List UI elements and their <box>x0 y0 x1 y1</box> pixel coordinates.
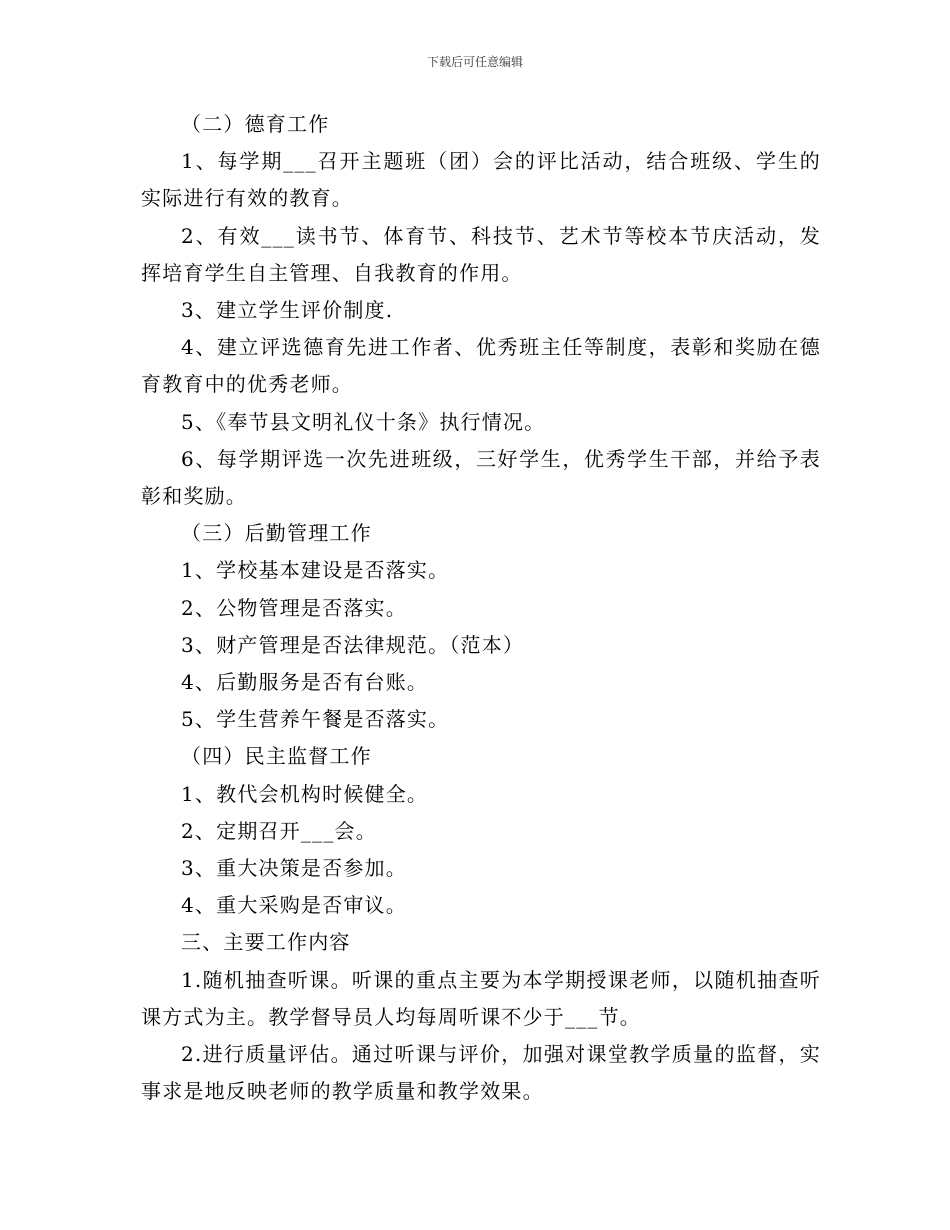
section-heading-main-work: 三、主要工作内容 <box>181 930 351 955</box>
paragraph: 5、《奉节县文明礼仪十条》执行情况。 <box>181 409 546 434</box>
document-body <box>141 106 821 1110</box>
paragraph: 4、后勤服务是否有台账。 <box>181 670 429 695</box>
section-heading-democratic-supervision: （四）民主监督工作 <box>181 744 372 769</box>
page-header: 下载后可任意编辑 <box>426 55 523 69</box>
paragraph: 2、定期召开___会。 <box>181 818 377 843</box>
paragraph: 4、建立评选德育先进工作者、优秀班主任等制度，表彰和奖励在德育教育中的优秀老师。 <box>141 335 821 397</box>
paragraph: 3、建立学生评价制度. <box>181 298 394 323</box>
section-heading-moral-education: （二）德育工作 <box>181 112 330 136</box>
paragraph: 1、每学期___召开主题班（团）会的评比活动，结合班级、学生的实际进行有效的教育。 <box>141 149 821 211</box>
paragraph: 3、重大决策是否参加。 <box>181 856 407 881</box>
paragraph: 2、有效___读书节、体育节、科技节、艺术节等校本节庆活动，发挥培育学生自主管理、自我教育的作用。 <box>141 223 821 285</box>
paragraph: 3、财产管理是否法律规范。（范本） <box>181 632 525 657</box>
paragraph: 1.随机抽查听课。听课的重点主要为本学期授课老师，以随机抽查听课方式为主。教学督导员人均每周听课不少于___节。 <box>141 967 821 1029</box>
paragraph: 1、学校基本建设是否落实。 <box>181 558 450 583</box>
paragraph: 5、学生营养午餐是否落实。 <box>181 707 450 732</box>
paragraph: 4、重大采购是否审议。 <box>181 893 407 918</box>
section-heading-logistics: （三）后勤管理工作 <box>181 521 372 546</box>
paragraph: 6、每学期评选一次先进班级，三好学生，优秀学生干部，并给予表彰和奖励。 <box>141 446 821 509</box>
paragraph: 2、公物管理是否落实。 <box>181 595 407 620</box>
paragraph: 1、教代会机构时候健全。 <box>181 781 429 806</box>
paragraph: 2.进行质量评估。通过听课与评价，加强对课堂教学质量的监督，实事求是地反映老师的教学质量和教学效果。 <box>141 1042 821 1104</box>
